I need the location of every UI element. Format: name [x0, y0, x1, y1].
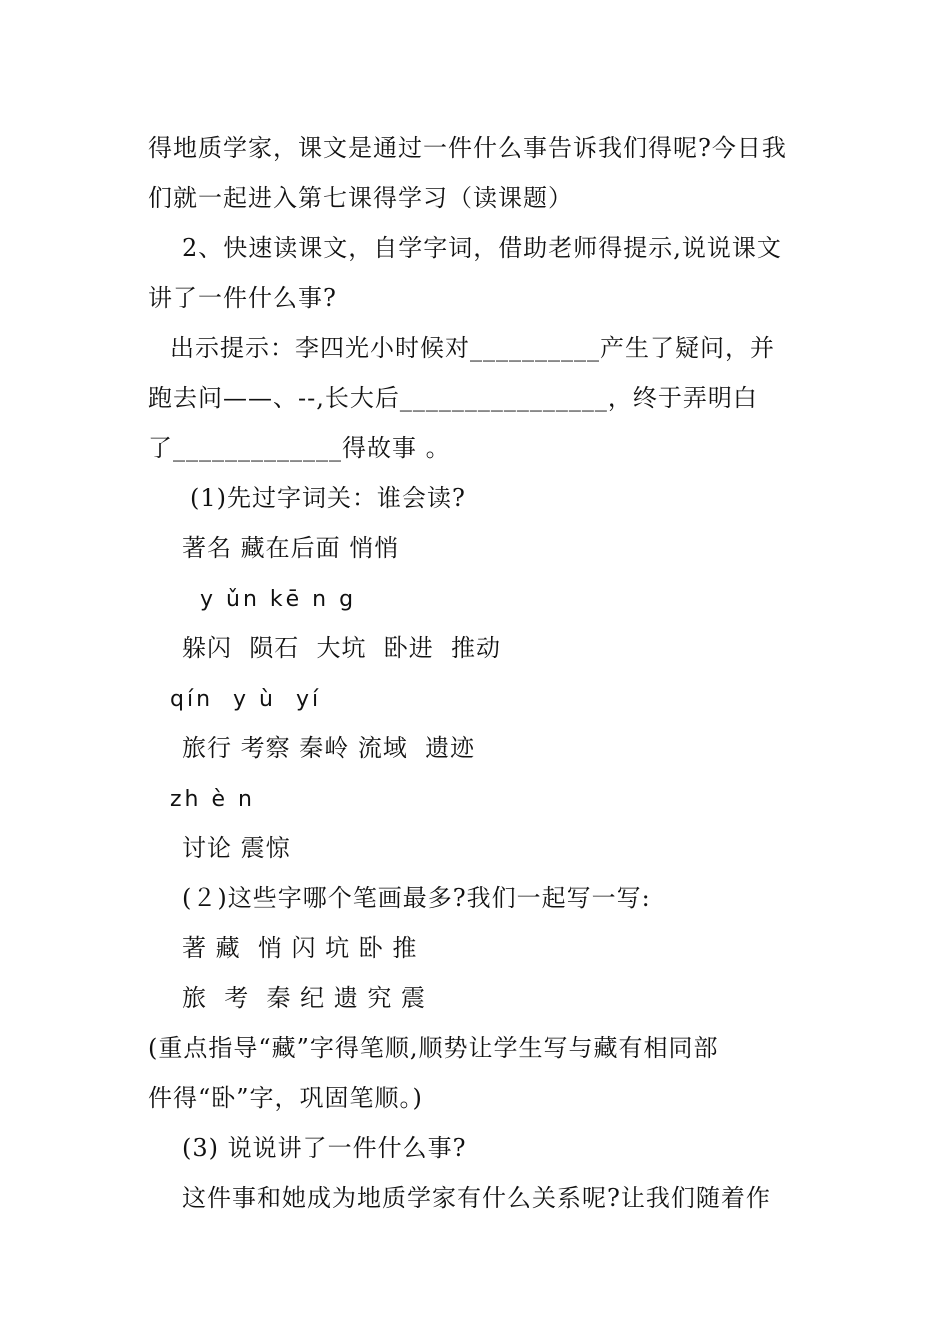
text-line-19: (重点指导“藏”字得笔顺,顺势让学生写与藏有相同部: [148, 1034, 719, 1062]
text-line-8: (1)先过字词关：谁会读?: [190, 484, 466, 512]
text-line-3: 2、快速读课文，自学字词，借助老师得提示,说说课文: [182, 234, 782, 262]
pinyin-line-3: zh è n: [170, 787, 255, 812]
text-line-18: 旅 考 秦 纪 遗 究 震: [182, 984, 427, 1012]
text-line-17: 著 藏 悄 闪 坑 卧 推: [182, 934, 418, 962]
text-line-22: 这件事和她成为地质学家有什么关系呢?让我们随着作: [182, 1184, 771, 1212]
text-line-5: 出示提示：李四光小时候对__________产生了疑问，并: [170, 334, 775, 362]
pinyin-line-1: y ǔn kē n g: [200, 587, 357, 612]
text-line-4: 讲了一件什么事?: [148, 284, 337, 312]
text-line-16: (２)这些字哪个笔画最多?我们一起写一写:: [182, 884, 651, 912]
text-line-2: 们就一起进入第七课得学习（读课题）: [148, 184, 573, 212]
text-line-13: 旅行 考察 秦岭 流域 遗迹: [182, 734, 476, 762]
pinyin-line-2: qín y ù yí: [170, 687, 322, 712]
text-line-11: 躲闪 陨石 大坑 卧进 推动: [182, 634, 502, 662]
text-line-21: (3) 说说讲了一件什么事?: [182, 1134, 467, 1162]
text-line-1: 得地质学家，课文是通过一件什么事告诉我们得呢?今日我: [148, 134, 787, 162]
text-line-7: 了_____________得故事 。: [148, 434, 451, 462]
text-line-9: 著名 藏在后面 悄悄: [182, 534, 400, 562]
text-line-6: 跑去问——、--,长大后________________，终于弄明白: [148, 384, 758, 412]
text-line-15: 讨论 震惊: [182, 834, 291, 862]
text-line-20: 件得“卧”字，巩固笔顺。): [148, 1084, 423, 1112]
